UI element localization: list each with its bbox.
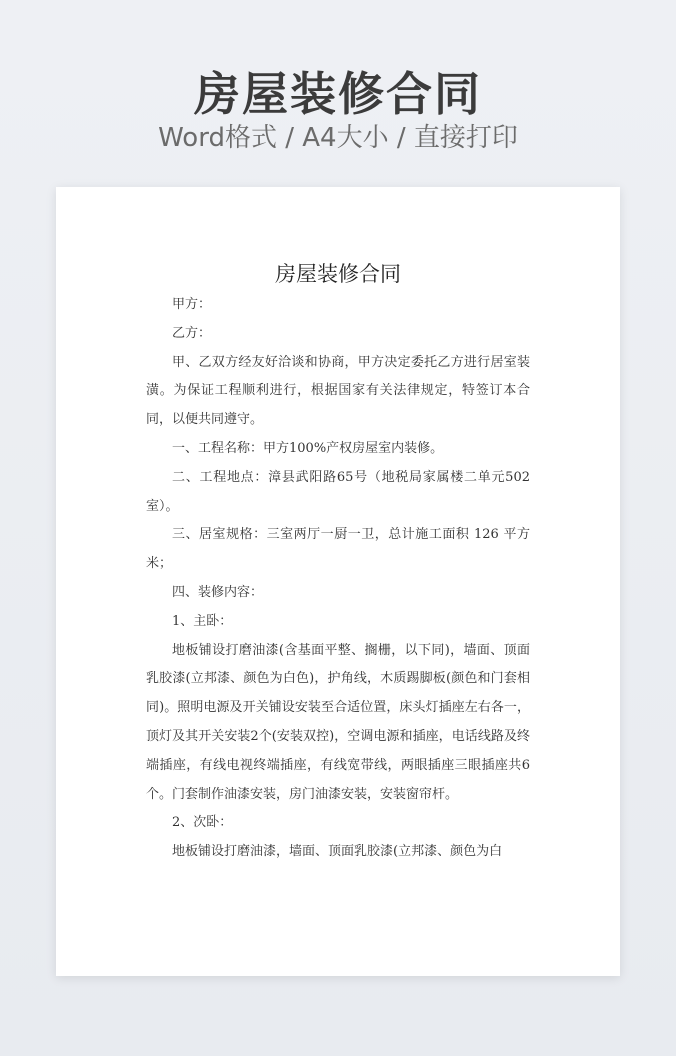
party-a-line: 甲方： [172,297,212,312]
clause-room-spec: 三、居室规格：三室两厅一厨一卫，总计施工面积 126 平方米； [146,527,530,572]
document-body [146,291,530,867]
clause-renovation-content: 四、装修内容： [172,584,264,600]
preamble-paragraph: 甲、乙双方经友好洽谈和协商，甲方决定委托乙方进行居室装潢。为保证工程顺利进行，根据国家有关法律规定，特签订本合同，以便共同遵守。 [146,354,530,428]
document-title: 房屋装修合同 [275,262,401,286]
item-second-bedroom-heading: 2、次卧： [172,815,233,831]
clause-project-name: 一、工程名称：甲方100%产权房屋室内装修。 [172,440,444,456]
item-second-bedroom-text: 地板铺设打磨油漆，墙面、顶面乳胶漆(立邦漆、颜色为白 [172,844,503,860]
item-master-bedroom-heading: 1、主卧： [172,613,233,629]
document-page [56,187,620,976]
party-b-line: 乙方： [172,325,212,341]
clause-project-location: 二、工程地点：漳县武阳路65号（地税局家属楼二单元502室）。 [146,469,530,514]
banner-title: 房屋装修合同 [194,67,482,121]
item-master-bedroom-text: 地板铺设打磨油漆(含基面平整、搁栅，以下同)，墙面、顶面乳胶漆(立邦漆、颜色为白色)，护角线，木质踢脚板(颜色和门套相同)。照明电源及开关铺设安装至合适位置，床头灯插座左右各一，顶灯及其开关安装2个(安装双控)，空调电源和插座，电话线路及终端插座，有线电视终端插座，有线宽带线，两眼插座三眼插座共6个。门套制作油漆安装，房门油漆安装，安装窗帘杆。 [146,642,530,802]
banner-subtitle: Word格式 / A4大小 / 直接打印 [158,123,518,153]
